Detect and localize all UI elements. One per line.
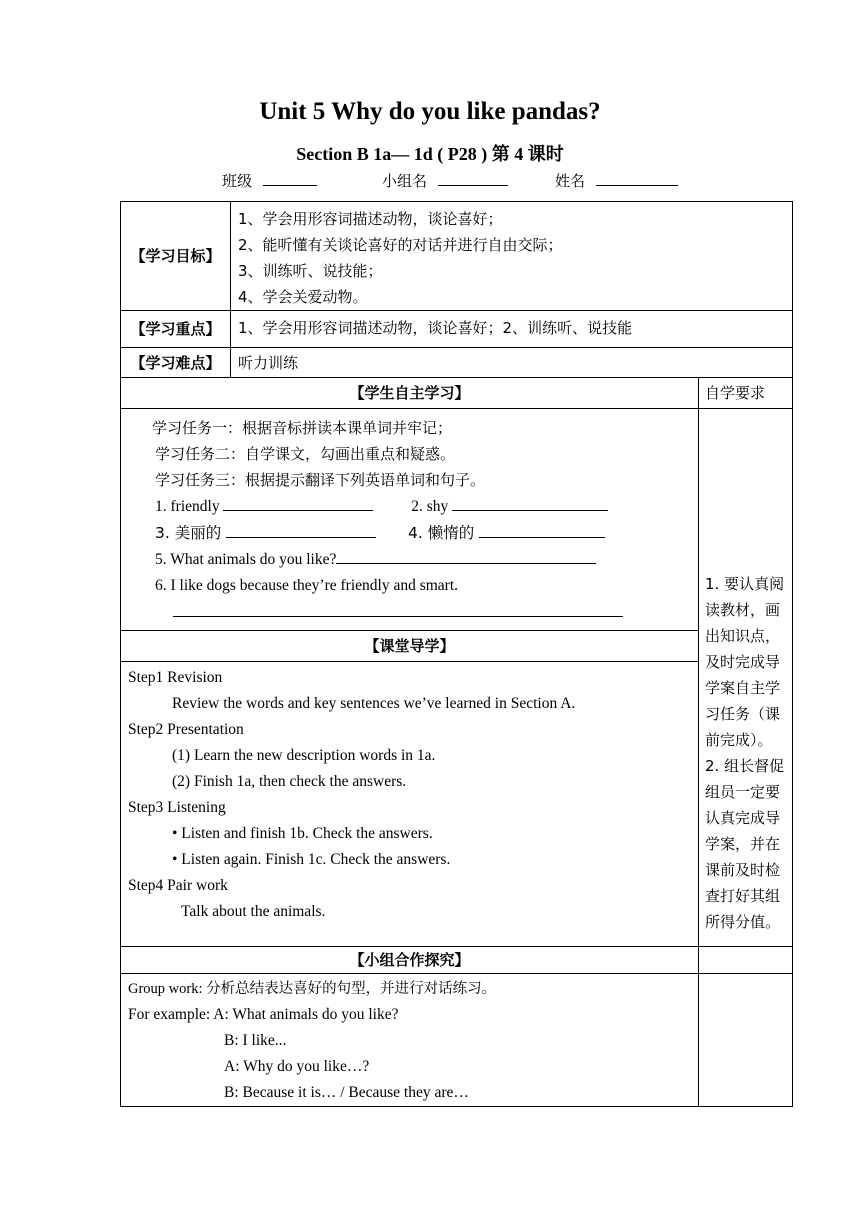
answer-blank[interactable] <box>223 493 373 511</box>
name-field[interactable] <box>555 170 678 191</box>
dialogue-line: B: I like... <box>224 1032 287 1049</box>
name-blank[interactable] <box>596 171 678 186</box>
group-blank[interactable] <box>438 171 508 186</box>
step-detail: • Listen and finish 1b. Check the answers. <box>172 825 433 842</box>
goals-content <box>231 202 793 311</box>
group-label: 小组名 <box>382 172 428 190</box>
worksheet-table <box>120 201 793 1107</box>
question-2: 2. shy <box>411 498 449 515</box>
difficulty-label: 【学习难点】 <box>121 348 231 378</box>
self-study-content <box>121 409 699 631</box>
class-blank[interactable] <box>263 171 317 186</box>
self-study-header-row <box>121 378 793 409</box>
group-row <box>121 974 793 1107</box>
group-field[interactable] <box>382 170 508 191</box>
goal-item: 1、学会用形容词描述动物，谈论喜好； <box>238 210 503 228</box>
question-6: 6. I like dogs because they’re friendly and smart. <box>155 577 459 594</box>
goal-item: 2、能听懂有关谈论喜好的对话并进行自由交际； <box>238 236 563 254</box>
classroom-row <box>121 662 793 947</box>
focus-row <box>121 311 793 348</box>
class-field[interactable] <box>222 170 317 191</box>
step-detail: Talk about the animals. <box>181 903 326 920</box>
dialogue-line: A: Why do you like…? <box>224 1058 370 1075</box>
self-study-requirements <box>699 409 793 947</box>
self-study-side-header: 自学要求 <box>699 378 793 409</box>
dialogue-line: A: What animals do you like? <box>213 1006 399 1023</box>
classroom-content <box>121 662 699 947</box>
requirement-note: 2. 组长督促组员一定要认真完成导学案，并在课前及时检查打好其组所得分值。 <box>705 757 785 931</box>
goal-item: 3、训练听、说技能； <box>238 262 383 280</box>
step-heading: Step4 Pair work <box>128 877 228 894</box>
requirement-note: 1. 要认真阅读教材，画出知识点，及时完成导学案自主学习任务（课前完成）。 <box>705 575 785 749</box>
example-label: For example: <box>128 1006 214 1023</box>
question-row-5 <box>121 599 698 625</box>
classroom-header-row <box>121 631 793 662</box>
answer-blank[interactable] <box>173 599 623 617</box>
self-study-row <box>121 409 793 631</box>
answer-blank[interactable] <box>479 520 605 538</box>
page-subtitle: Section B 1a— 1d ( P28 ) 第 4 课时 <box>296 144 564 164</box>
difficulty-text: 听力训练 <box>231 348 793 378</box>
question-4: 4. 懒惰的 <box>408 524 475 542</box>
group-header-row <box>121 947 793 974</box>
question-row-1 <box>121 493 698 520</box>
step-detail: (1) Learn the new description words in 1a. <box>172 747 436 764</box>
step-detail: • Listen again. Finish 1c. Check the answers. <box>172 851 451 868</box>
answer-blank[interactable] <box>452 493 608 511</box>
answer-blank[interactable] <box>336 546 596 564</box>
step-heading: Step3 Listening <box>128 799 226 816</box>
question-5: 5. What animals do you like? <box>155 551 337 568</box>
group-side-cell <box>699 974 793 1107</box>
task-item: 学习任务三：根据提示翻译下列英语单词和句子。 <box>155 471 486 489</box>
group-content <box>121 974 699 1107</box>
task-item: 学习任务二：自学课文，勾画出重点和疑惑。 <box>155 445 456 463</box>
classroom-header: 【课堂导学】 <box>121 631 699 662</box>
question-1: 1. friendly <box>155 498 220 515</box>
focus-label: 【学习重点】 <box>121 311 231 348</box>
question-row-3 <box>121 546 698 573</box>
group-intro: Group work: 分析总结表达喜好的句型，并进行对话练习。 <box>128 981 497 997</box>
step-detail: (2) Finish 1a, then check the answers. <box>172 773 407 790</box>
self-study-header: 【学生自主学习】 <box>121 378 699 409</box>
focus-text: 1、学会用形容词描述动物，谈论喜好；2、训练听、说技能 <box>231 311 793 348</box>
group-side-cell <box>699 947 793 974</box>
name-label: 姓名 <box>555 172 586 190</box>
step-heading: Step2 Presentation <box>128 721 244 738</box>
question-row-2 <box>121 520 698 546</box>
task-item: 学习任务一：根据音标拼读本课单词并牢记； <box>152 419 453 437</box>
step-detail: Review the words and key sentences we’ve learned in Section A. <box>172 695 576 712</box>
question-3: 3. 美丽的 <box>155 524 222 542</box>
answer-blank[interactable] <box>226 520 376 538</box>
question-row-4 <box>121 573 698 599</box>
goals-label: 【学习目标】 <box>121 202 231 311</box>
class-label: 班级 <box>222 172 253 190</box>
difficulty-row <box>121 348 793 378</box>
step-heading: Step1 Revision <box>128 669 223 686</box>
dialogue-line: B: Because it is… / Because they are… <box>224 1084 469 1101</box>
goals-row <box>121 202 793 311</box>
example-line <box>128 1002 698 1028</box>
group-header: 【小组合作探究】 <box>121 947 699 974</box>
page-title: Unit 5 Why do you like pandas? <box>259 98 601 125</box>
goal-item: 4、学会关爱动物。 <box>238 288 368 306</box>
